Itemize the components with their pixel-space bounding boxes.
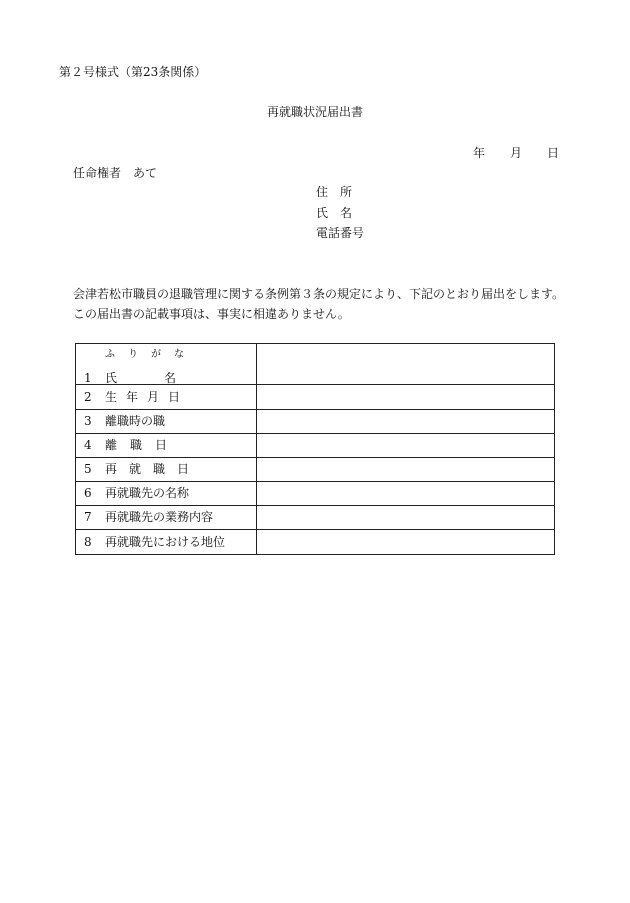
row-number: 2 [84,389,92,404]
table-row-label-cell [76,457,256,481]
birthdate-value-cell[interactable] [257,384,554,409]
table-row-reemployment-date [76,457,554,482]
body-text-line-2: この届出書の記載事項は、事実に相違ありません。 [73,307,350,321]
table-row-label-cell [76,409,256,433]
row-label: 再就職先における地位 [105,534,226,549]
row-number: 4 [84,438,92,452]
employer-name-value-cell[interactable] [257,481,554,505]
row-label: 氏名 [105,371,224,385]
date-year-label: 年 [473,146,486,160]
table-row-name [76,344,554,385]
info-table [75,343,555,555]
furigana-label: ふりがな [105,349,197,360]
row-label: 生年月日 [105,389,190,404]
row-number: 1 [84,371,92,385]
employer-business-value-cell[interactable] [257,505,554,529]
applicant-address-label: 住 所 [316,185,353,199]
table-row-label-cell [76,344,256,384]
table-row-birthdate [76,384,554,410]
row-label: 離職日 [105,438,181,452]
applicant-name-label: 氏 名 [316,206,353,220]
table-row-employer-name [76,481,554,506]
date-day-label: 日 [547,146,560,160]
name-value-cell[interactable] [257,344,554,384]
row-number: 8 [84,534,92,549]
document-title: 再就職状況届出書 [267,105,364,119]
form-number: 第２号様式（第23条関係） [59,65,207,79]
addressee: 任命権者 あて [73,166,158,180]
reemployment-date-value-cell[interactable] [257,457,554,481]
retirement-date-value-cell[interactable] [257,433,554,457]
row-number: 7 [84,510,92,524]
body-text-line-1: 会津若松市職員の退職管理に関する条例第３条の規定により、下記のとおり届出をします。 [73,287,565,301]
row-number: 6 [84,486,92,500]
table-row-retirement-position [76,409,554,434]
row-label: 再就職先の業務内容 [105,510,214,524]
row-label: 再就職日 [105,462,202,476]
row-number: 3 [84,414,92,428]
date-month-label: 月 [510,146,523,160]
row-number: 5 [84,462,92,476]
row-label: 離職時の職 [105,414,166,428]
table-row-retirement-date [76,433,554,458]
employer-position-value-cell[interactable] [257,529,554,554]
table-row-label-cell [76,433,256,457]
table-row-employer-position [76,529,554,554]
applicant-phone-label: 電話番号 [316,226,365,240]
table-row-label-cell [76,384,256,409]
table-row-label-cell [76,505,256,529]
table-row-employer-business [76,505,554,530]
retirement-position-value-cell[interactable] [257,409,554,433]
table-row-label-cell [76,529,256,554]
table-row-label-cell [76,481,256,505]
row-label: 再就職先の名称 [105,486,190,500]
